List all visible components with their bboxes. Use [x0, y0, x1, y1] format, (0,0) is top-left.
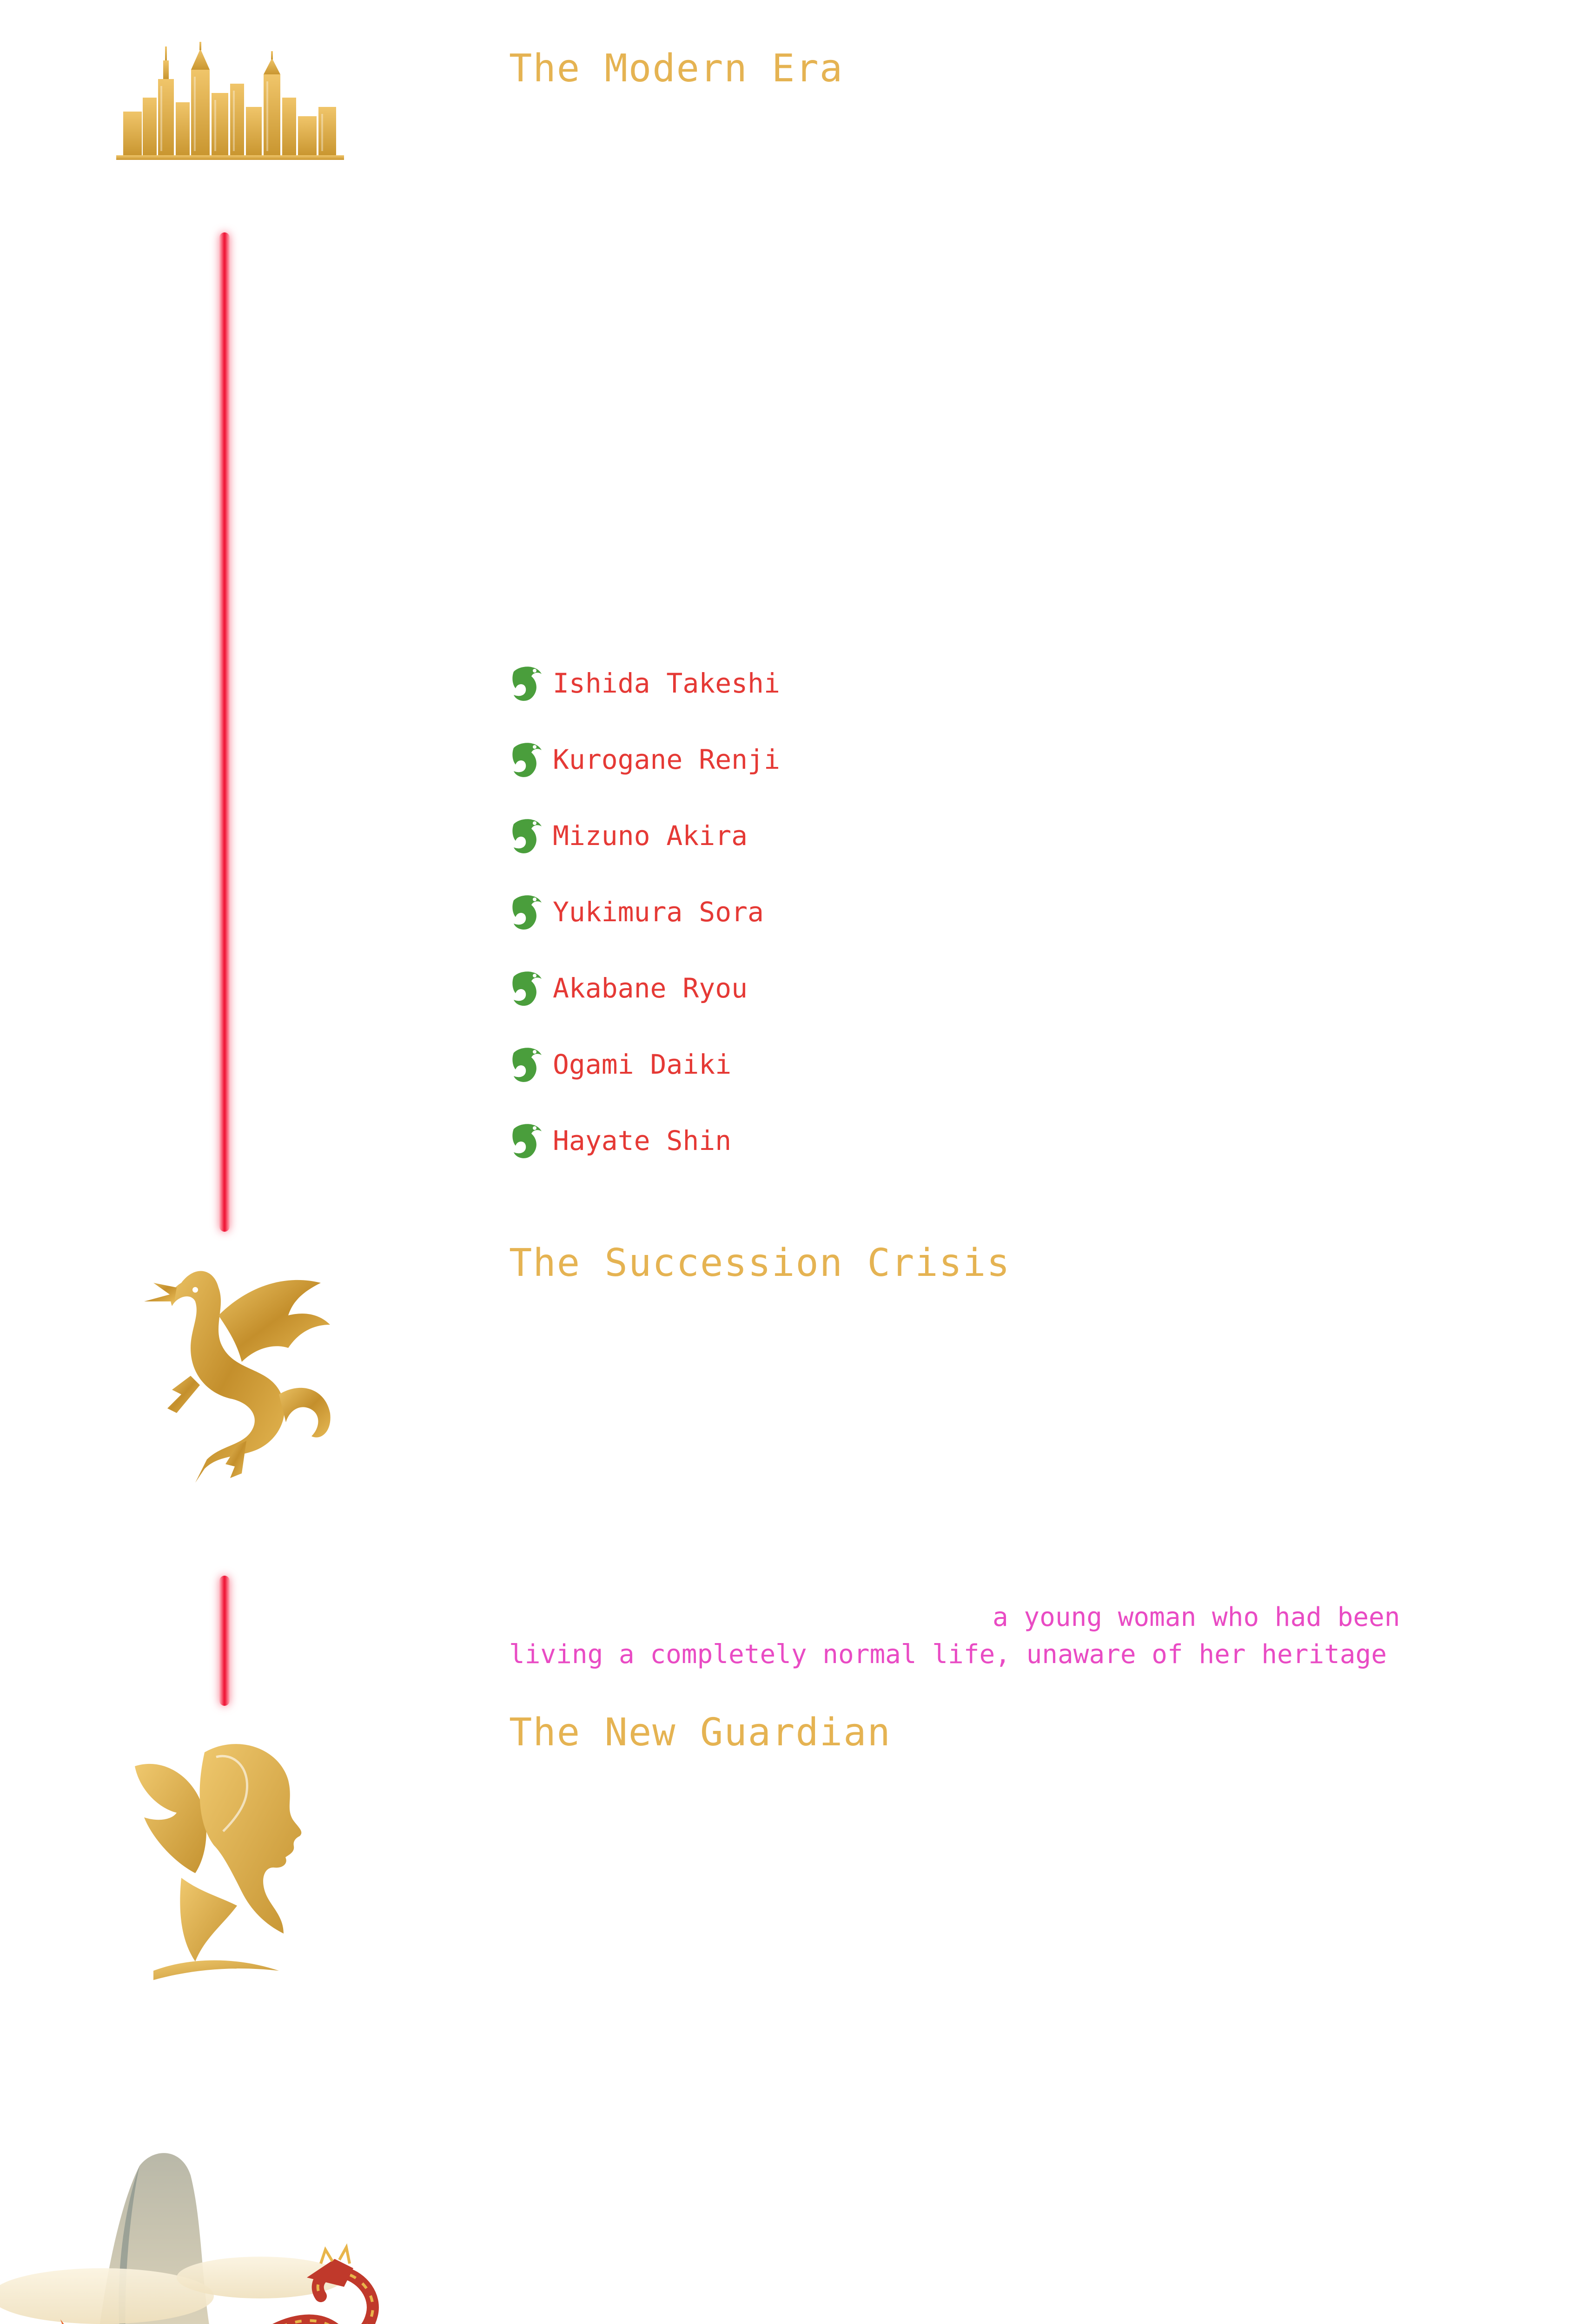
- list-item: [509, 660, 1206, 706]
- member-name: Ogami Daiki: [553, 1049, 732, 1080]
- member-name: Akabane Ryou: [553, 972, 748, 1004]
- timeline-line-short: [219, 1576, 230, 1706]
- member-name: Hayate Shin: [553, 1125, 732, 1156]
- succession-crisis-title: The Succession Crisis: [509, 1241, 1011, 1285]
- dragon-emblem-icon: [509, 967, 546, 1009]
- member-name: Ishida Takeshi: [553, 667, 780, 699]
- member-name: Yukimura Sora: [553, 896, 764, 928]
- dragon-emblem-icon: [509, 891, 546, 933]
- modern-era-title: The Modern Era: [509, 46, 844, 91]
- dragon-emblem-icon: [509, 1043, 546, 1085]
- timeline-line: [219, 232, 230, 1232]
- list-item: [509, 1117, 1206, 1164]
- list-item: [509, 812, 1206, 859]
- dragon-emblem-icon: [509, 662, 546, 704]
- member-name: Mizuno Akira: [553, 820, 748, 852]
- dragon-emblem-icon: [509, 815, 546, 857]
- dragon-emblem-icon: [509, 1120, 546, 1162]
- city-skyline-icon: [114, 42, 346, 163]
- list-item: [509, 889, 1206, 935]
- crisis-note: a young woman who had been living a completely normal life, unaware of her heritage: [509, 1602, 1400, 1670]
- mountain-dragon-dance-illustration: [0, 2138, 493, 2324]
- list-item: [509, 965, 1206, 1011]
- new-guardian-title: The New Guardian: [509, 1710, 891, 1755]
- member-list: [509, 660, 1206, 1164]
- fairy-woman-icon: [126, 1738, 321, 1989]
- dragon-emblem-icon: [509, 739, 546, 780]
- list-item: [509, 736, 1206, 783]
- dragon-icon: [126, 1255, 339, 1487]
- list-item: [509, 1041, 1206, 1088]
- member-name: Kurogane Renji: [553, 744, 780, 775]
